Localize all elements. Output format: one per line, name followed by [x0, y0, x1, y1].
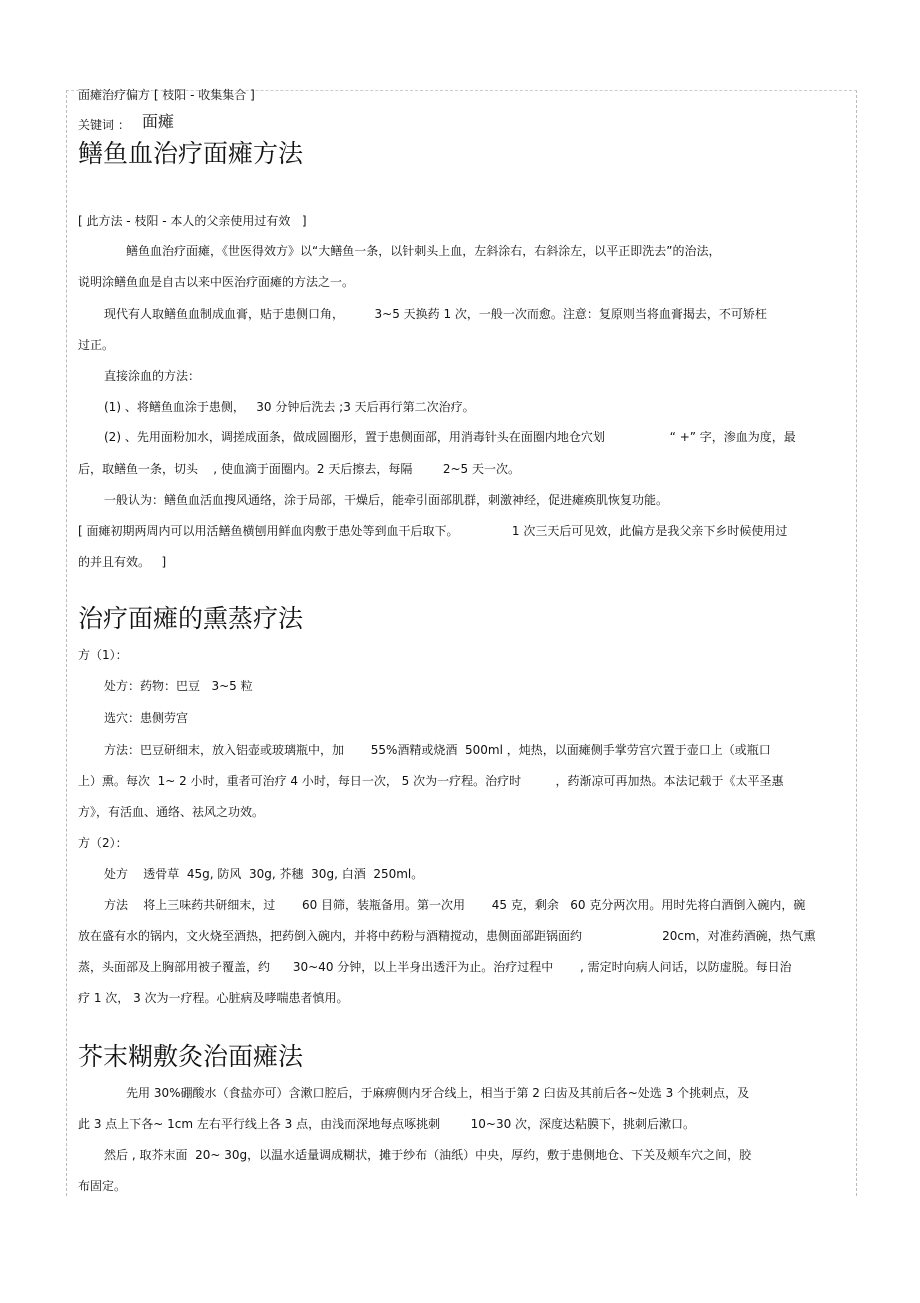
- paragraph-line: 方法 将上三味药共研细末，过 60 目筛，装瓶备用。第一次用 45 克，剩余 60 克分两次用。用时先将白酒倒入碗内，碗: [104, 898, 806, 912]
- paragraph-line: (1) 、将鳝鱼血涂于患侧， 30 分钟后洗去 ;3 天后再行第二次治疗。: [104, 400, 475, 414]
- paragraph-line: 蒸，头面部及上胸部用被子覆盖，约 30~40 分钟，以上半身出透汗为止。治疗过程中 , 需定时向病人问话，以防虚脱。每日治: [78, 960, 792, 974]
- paragraph-line: 方（2）：: [78, 836, 128, 850]
- paragraph-line: 现代有人取鳝鱼血制成血膏，贴于患侧口角， 3~5 天换药 1 次，一般一次而愈。注意：复原则当将血膏揭去，不可矫枉: [104, 307, 767, 321]
- paragraph-line: 选穴：患侧劳宫: [104, 711, 189, 725]
- paragraph-line: [ 面瘫初期两周内可以用活鳝鱼横刨用鲜血肉敷于患处等到血干后取下。 1 次三天后可见效，此偏方是我父亲下乡时候使用过: [78, 524, 788, 538]
- section-title: 芥末糊敷灸治面瘫法: [78, 1042, 304, 1071]
- paragraph-line: 放在盛有水的锅内，文火烧至酒热，把药倒入碗内，并将中药粉与酒精搅动，患侧面部距锅面约 20cm，对准药酒碗，热气熏: [78, 929, 816, 943]
- paragraph-line: 方（1）：: [78, 648, 128, 662]
- paragraph-line: 直接涂血的方法：: [104, 369, 201, 383]
- document-header: 面瘫治疗偏方 [ 枝阳 - 收集集合 ]: [78, 88, 255, 102]
- paragraph-line: 疗 1 次， 3 次为一疗程。心脏病及哮喘患者慎用。: [78, 991, 349, 1005]
- paragraph-line: 后，取鳝鱼一条，切头 , 使血滴于面圈内。2 天后擦去，每隔 2~5 天一次。: [78, 462, 520, 476]
- paragraph-line: 一般认为：鳝鱼血活血搜风通络，涂于局部，干燥后，能牵引面部肌群，刺激神经，促进瘫痪肌恢复功能。: [104, 493, 669, 507]
- paragraph-line: 然后 , 取芥末面 20~ 30g，以温水适量调成糊状，摊于纱布（油纸）中央，厚约，敷于患侧地仓、下关及颊车穴之间，胶: [104, 1148, 752, 1162]
- paragraph-line: 鳝鱼血治疗面瘫，《世医得效方》以“大鳝鱼一条，以针刺头上血，左斜涂右，右斜涂左，以平正即洗去”的治法，: [126, 244, 721, 258]
- keyword-value: 面瘫: [142, 112, 175, 131]
- paragraph-line: 说明涂鳝鱼血是自古以来中医治疗面瘫的方法之一。: [78, 275, 355, 289]
- paragraph-line: 上）熏。每次 1~ 2 小时，重者可治疗 4 小时，每日一次， 5 次为一疗程。治疗时 ，药渐凉可再加热。本法记载于《太平圣惠: [78, 774, 784, 788]
- paragraph-line: 处方：药物：巴豆 3~5 粒: [104, 679, 253, 693]
- paragraph-line: 处方 透骨草 45g, 防风 30g, 芥穗 30g, 白酒 250ml。: [104, 867, 424, 881]
- note: [ 此方法 - 枝阳 - 本人的父亲使用过有效 ]: [78, 214, 307, 228]
- paragraph-line: (2) 、先用面粉加水，调搓成面条，做成圆圈形，置于患侧面部，用消毒针头在面圈内地仓穴划 “ +” 字，渗血为度，最: [104, 430, 796, 444]
- paragraph-line: 方法：巴豆研细末，放入铝壶或玻璃瓶中，加 55%酒精或烧酒 500ml ，炖热，以面瘫侧手掌劳宫穴置于壶口上（或瓶口: [104, 743, 771, 757]
- section-title: 治疗面瘫的熏蒸疗法: [78, 604, 304, 633]
- section-title: 鳝鱼血治疗面瘫方法: [78, 139, 304, 168]
- paragraph-line: 的并且有效。 ]: [78, 555, 167, 569]
- paragraph-line: 此 3 点上下各~ 1cm 左右平行线上各 3 点，由浅而深地每点啄挑刺 10~30 次，深度达粘膜下，挑刺后漱口。: [78, 1117, 696, 1131]
- paragraph-line: 过正。: [78, 338, 115, 352]
- paragraph-line: 先用 30%硼酸水（食盐亦可）含漱口腔后，于麻痹侧内牙合线上，相当于第 2 臼齿及其前后各~处选 3 个挑刺点，及: [126, 1086, 750, 1100]
- keyword-label: 关键词 ：: [78, 118, 130, 132]
- paragraph-line: 布固定。: [78, 1179, 127, 1193]
- paragraph-line: 方》，有活血、通络、祛风之功效。: [78, 805, 265, 819]
